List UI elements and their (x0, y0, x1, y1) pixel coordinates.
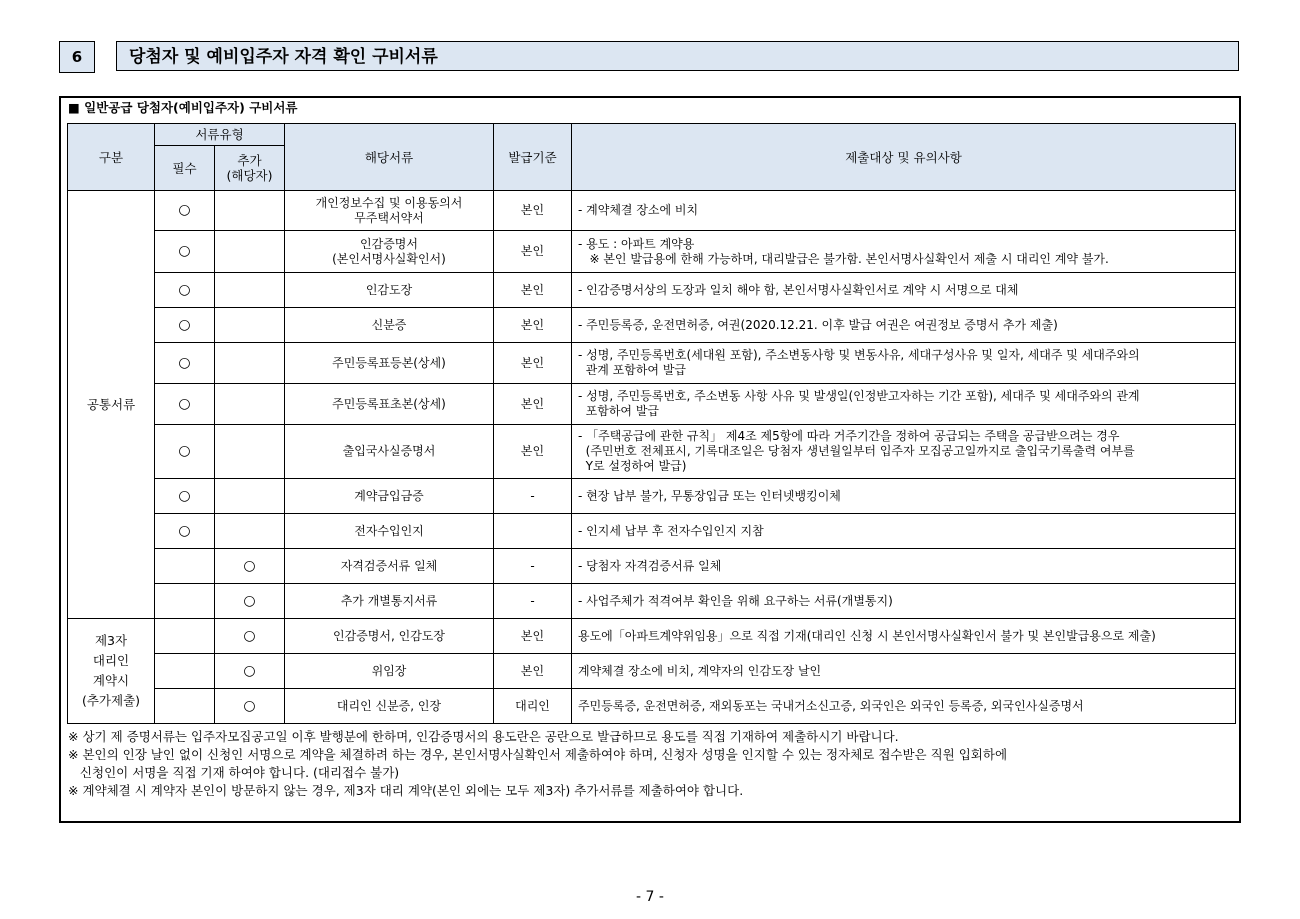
additional-mark (215, 514, 285, 549)
header-issuer: 발급기준 (494, 124, 572, 191)
additional-mark (215, 384, 285, 425)
document-name: 신분증 (285, 308, 494, 343)
notes: - 성명, 주민등록번호, 주소변동 사항 사유 및 발생일(인정받고자하는 기간 포함), 세대주 및 세대주와의 관계 포함하여 발급 (572, 384, 1236, 425)
issuer: 대리인 (494, 689, 572, 724)
notes: - 인감증명서상의 도장과 일치 해야 함, 본인서명사실확인서로 계약 시 서명으로 대체 (572, 273, 1236, 308)
notes: 계약체결 장소에 비치, 계약자의 인감도장 날인 (572, 654, 1236, 689)
additional-mark (215, 308, 285, 343)
issuer: 본인 (494, 654, 572, 689)
section-number: 6 (59, 41, 95, 73)
required-mark: ○ (155, 273, 215, 308)
required-mark: ○ (155, 343, 215, 384)
documents-box (59, 96, 1241, 823)
group-common: 공통서류 (68, 191, 155, 619)
document-name: 인감증명서 (본인서명사실확인서) (285, 231, 494, 273)
notes: - 용도 : 아파트 계약용 ※ 본인 발급용에 한해 가능하며, 대리발급은 불가함. 본인서명사실확인서 제출 시 대리인 계약 불가. (572, 231, 1236, 273)
document-name: 주민등록표초본(상세) (285, 384, 494, 425)
document-name: 위임장 (285, 654, 494, 689)
document-name: 계약금입금증 (285, 479, 494, 514)
additional-mark (215, 191, 285, 231)
document-name: 개인정보수집 및 이용동의서 무주택서약서 (285, 191, 494, 231)
additional-mark (215, 343, 285, 384)
additional-mark (215, 479, 285, 514)
header-category: 구분 (68, 124, 155, 191)
issuer: - (494, 479, 572, 514)
additional-mark: ○ (215, 654, 285, 689)
notes: - 인지세 납부 후 전자수입인지 지참 (572, 514, 1236, 549)
notes: - 당첨자 자격검증서류 일체 (572, 549, 1236, 584)
document-name: 출입국사실증명서 (285, 425, 494, 479)
footnote: ※ 본인의 인장 날인 없이 신청인 서명으로 계약을 체결하려 하는 경우, 본인서명사실확인서 제출하여야 하며, 신청자 성명을 인지할 수 있는 정자체로 접수받은 직원 입회하에 신청인이 서명을 직접 기재 하여야 합니다. (대리접수 불가) (68, 747, 1008, 780)
issuer: 본인 (494, 231, 572, 273)
header-notes: 제출대상 및 유의사항 (572, 124, 1236, 191)
required-mark: ○ (155, 384, 215, 425)
issuer (494, 514, 572, 549)
footnote: ※ 상기 제 증명서류는 입주자모집공고일 이후 발행분에 한하며, 인감증명서의 용도란은 공란으로 발급하므로 용도를 직접 기재하여 제출하시기 바랍니다. (68, 729, 899, 744)
section-header (59, 41, 1241, 73)
required-mark: ○ (155, 308, 215, 343)
issuer: - (494, 584, 572, 619)
document-name: 인감증명서, 인감도장 (285, 619, 494, 654)
document-name: 자격검증서류 일체 (285, 549, 494, 584)
required-mark: ○ (155, 425, 215, 479)
additional-mark: ○ (215, 619, 285, 654)
additional-mark (215, 231, 285, 273)
additional-mark: ○ (215, 584, 285, 619)
notes: - 현장 납부 불가, 무통장입금 또는 인터넷뱅킹이체 (572, 479, 1236, 514)
header-required: 필수 (155, 146, 215, 191)
notes: - 「주택공급에 관한 규칙」 제4조 제5항에 따라 거주기간을 정하여 공급되는 주택을 공급받으려는 경우 (주민번호 전체표시, 기록대조일은 당첨자 생년월일부터 입주자 모집공고일까지로 출입국기록출력 여부를 Y로 설정하여 발급) (572, 425, 1236, 479)
required-mark (155, 584, 215, 619)
header-document: 해당서류 (285, 124, 494, 191)
required-mark: ○ (155, 191, 215, 231)
required-mark (155, 619, 215, 654)
box-title: ■ 일반공급 당첨자(예비입주자) 구비서류 (68, 100, 298, 115)
additional-mark: ○ (215, 549, 285, 584)
document-name: 인감도장 (285, 273, 494, 308)
page-number: - 7 - (636, 889, 664, 905)
group-third-party: 제3자 대리인 계약시 (추가제출) (68, 619, 155, 724)
required-mark: ○ (155, 479, 215, 514)
issuer: 본인 (494, 308, 572, 343)
document-name: 추가 개별통지서류 (285, 584, 494, 619)
documents-table (67, 123, 1236, 724)
issuer: 본인 (494, 384, 572, 425)
required-mark (155, 549, 215, 584)
issuer: 본인 (494, 619, 572, 654)
document-name: 주민등록표등본(상세) (285, 343, 494, 384)
additional-mark (215, 425, 285, 479)
footnote: ※ 계약체결 시 계약자 본인이 방문하지 않는 경우, 제3자 대리 계약(본인 외에는 모두 제3자) 추가서류를 제출하여야 합니다. (68, 783, 744, 798)
document-name: 대리인 신분증, 인장 (285, 689, 494, 724)
notes: - 성명, 주민등록번호(세대원 포함), 주소변동사항 및 변동사유, 세대구성사유 및 일자, 세대주 및 세대주와의 관계 포함하여 발급 (572, 343, 1236, 384)
issuer: 본인 (494, 273, 572, 308)
header-additional: 추가 (해당자) (215, 146, 285, 191)
section-title: 당첨자 및 예비입주자 자격 확인 구비서류 (116, 41, 1239, 71)
notes: - 계약체결 장소에 비치 (572, 191, 1236, 231)
additional-mark: ○ (215, 689, 285, 724)
additional-mark (215, 273, 285, 308)
issuer: 본인 (494, 425, 572, 479)
required-mark: ○ (155, 231, 215, 273)
notes: - 사업주체가 적격여부 확인을 위해 요구하는 서류(개별통지) (572, 584, 1236, 619)
header-doc-type: 서류유형 (155, 124, 285, 146)
document-name: 전자수입인지 (285, 514, 494, 549)
notes: 주민등록증, 운전면허증, 재외동포는 국내거소신고증, 외국인은 외국인 등록증, 외국인사실증명서 (572, 689, 1236, 724)
required-mark (155, 654, 215, 689)
required-mark (155, 689, 215, 724)
notes: - 주민등록증, 운전면허증, 여권(2020.12.21. 이후 발급 여권은 여권정보 증명서 추가 제출) (572, 308, 1236, 343)
issuer: 본인 (494, 191, 572, 231)
required-mark: ○ (155, 514, 215, 549)
footnotes (68, 728, 1234, 800)
notes: 용도에「아파트계약위임용」으로 직접 기재(대리인 신청 시 본인서명사실확인서 불가 및 본인발급용으로 제출) (572, 619, 1236, 654)
issuer: - (494, 549, 572, 584)
issuer: 본인 (494, 343, 572, 384)
